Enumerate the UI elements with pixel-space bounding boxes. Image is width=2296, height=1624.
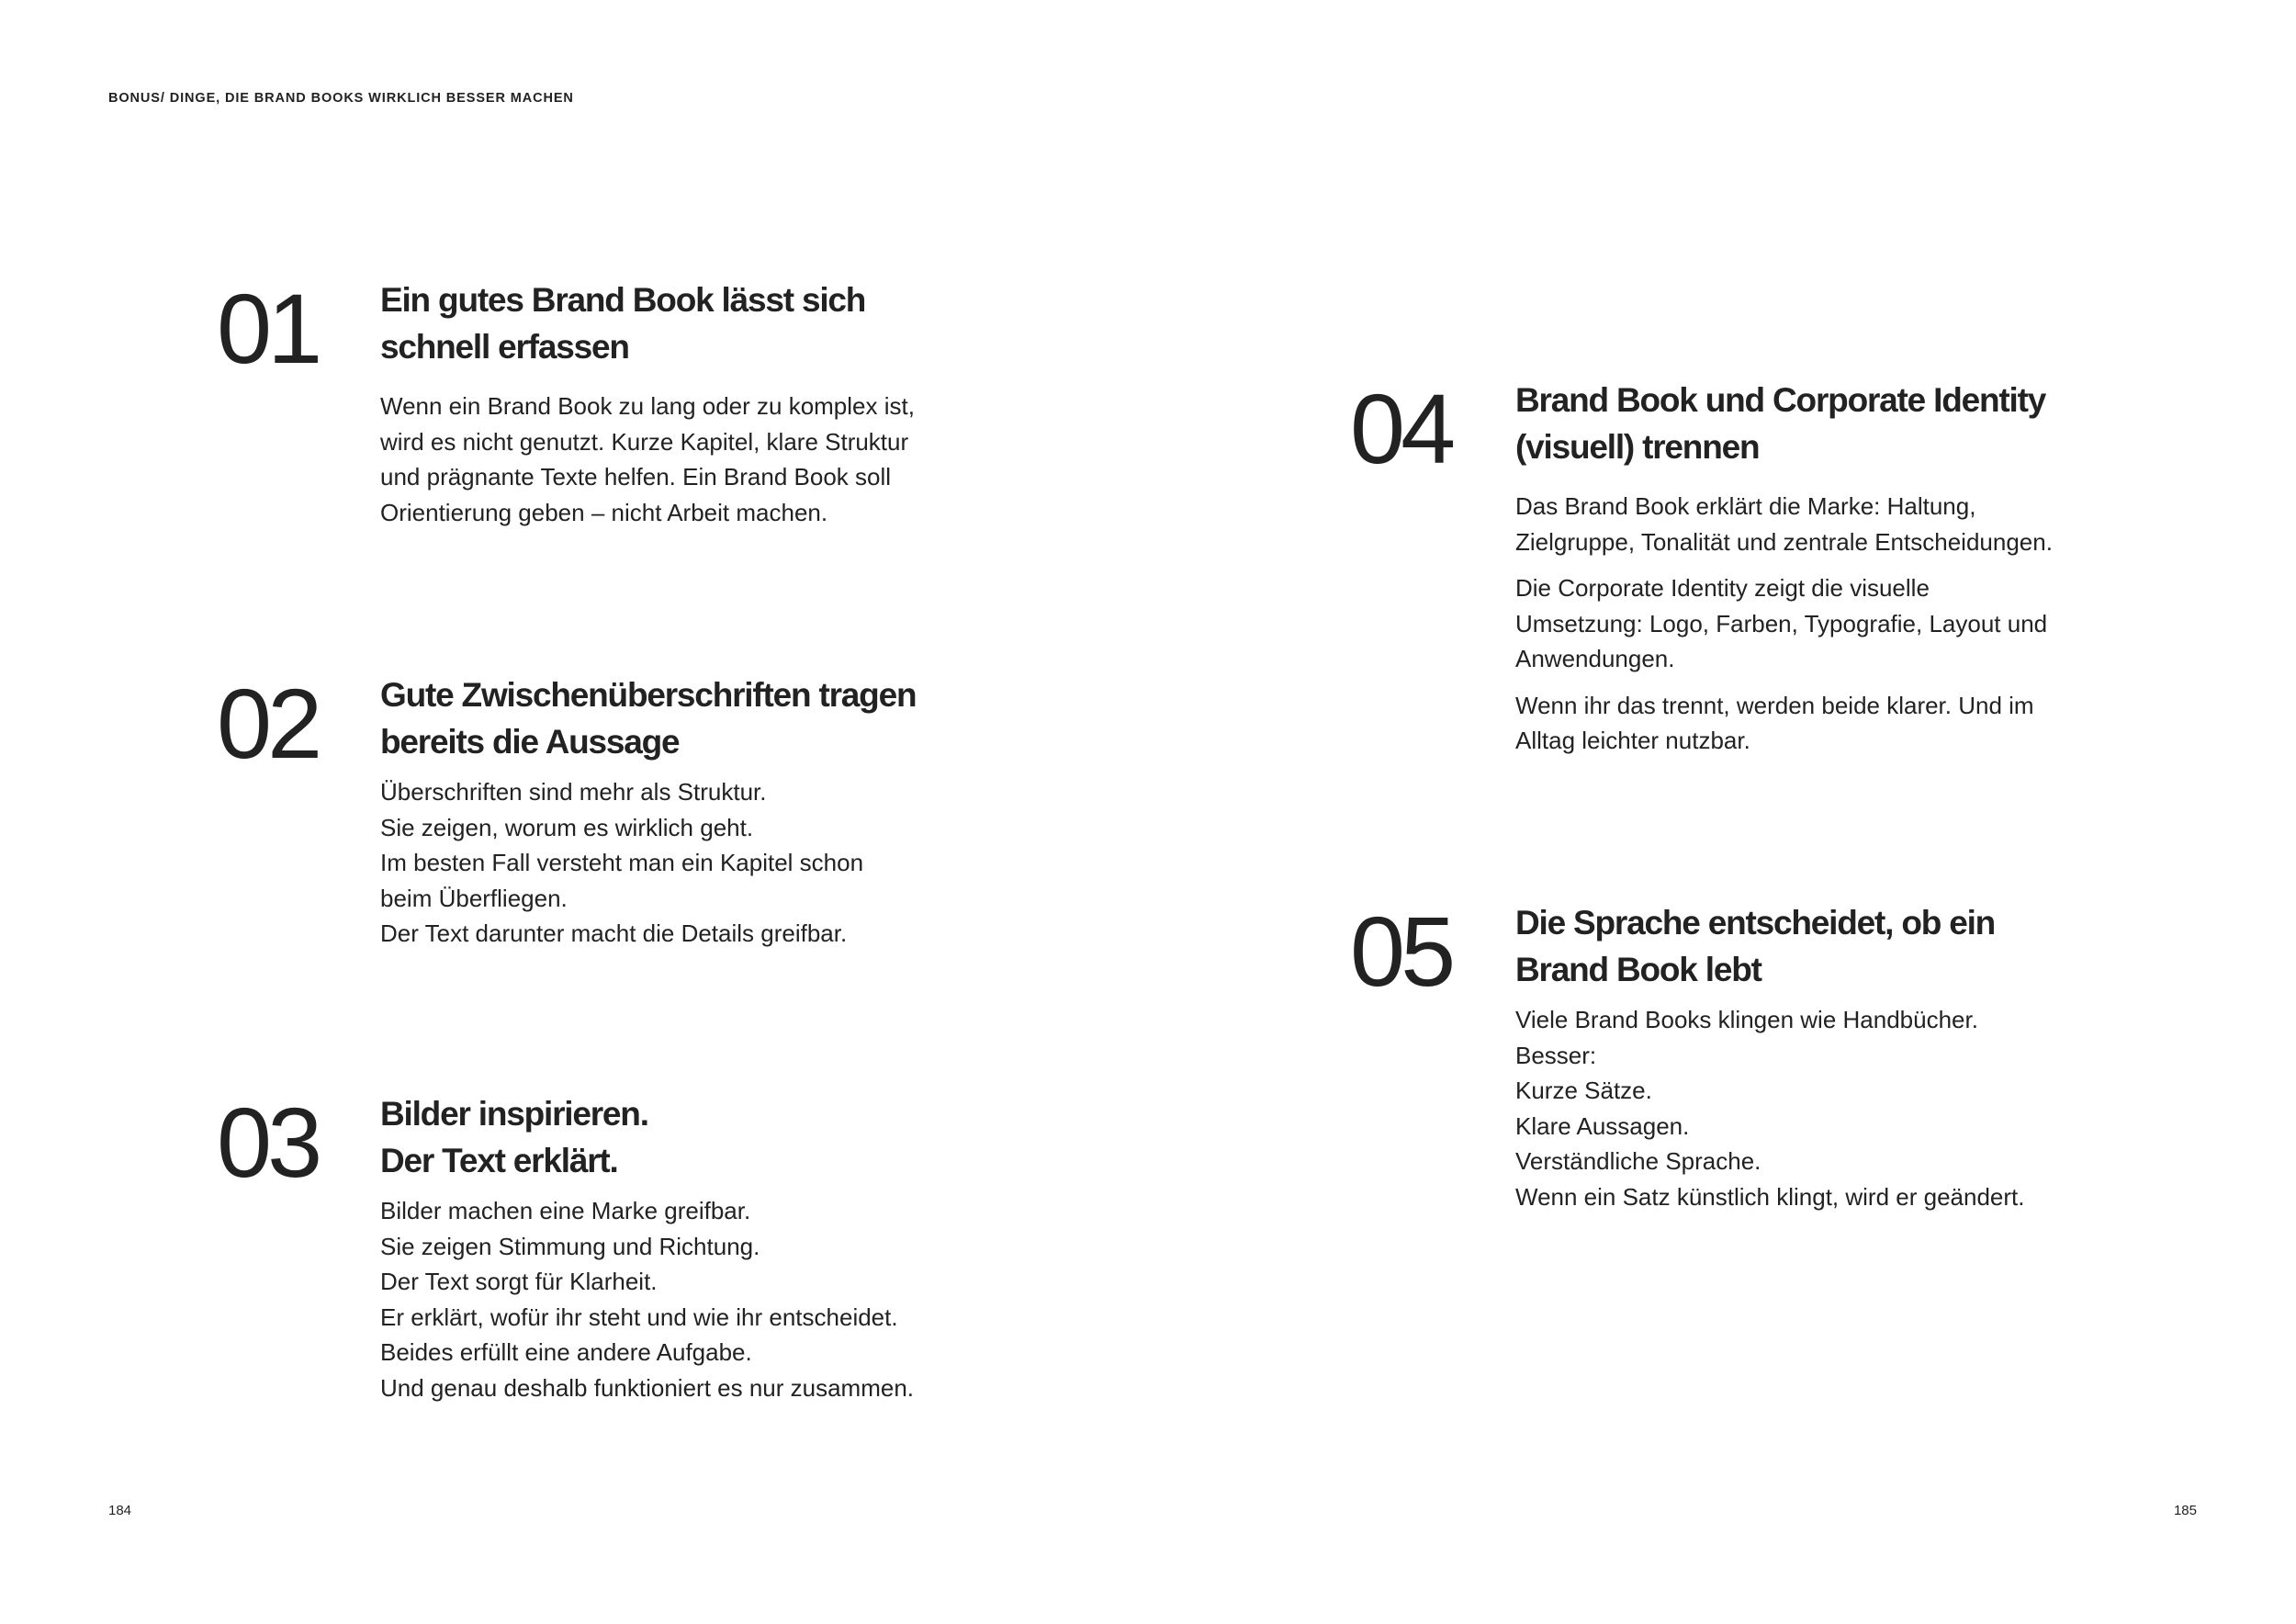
section-content — [380, 671, 968, 963]
section-content — [1515, 899, 2103, 1225]
section-paragraph — [1515, 1002, 2103, 1214]
text-line: Kurze Sätze. — [1515, 1077, 1652, 1104]
section-number: 01 — [217, 273, 319, 384]
section-number: 04 — [1350, 373, 1452, 484]
title-line: Gute Zwischenüberschriften tragen — [380, 676, 917, 714]
section-number: 03 — [217, 1087, 319, 1198]
text-line: wird es nicht genutzt. Kurze Kapitel, klare Struktur — [380, 427, 909, 456]
section-number: 02 — [217, 668, 319, 779]
text-line: Besser: — [1515, 1041, 1597, 1069]
section-05 — [1350, 896, 2025, 1269]
text-line: Viele Brand Books klingen wie Handbücher. — [1515, 1006, 1978, 1033]
text-line: Bilder machen eine Marke greifbar. — [380, 1197, 751, 1224]
text-line: Die Corporate Identity zeigt die visuelle — [1515, 574, 1930, 602]
text-line: Er erklärt, wofür ihr steht und wie ihr entscheidet. — [380, 1303, 898, 1331]
text-line: Überschriften sind mehr als Struktur. — [380, 778, 767, 806]
running-head: BONUS/ DINGE, DIE BRAND BOOKS WIRKLICH BESSER MACHEN — [108, 91, 574, 106]
section-paragraph — [380, 1193, 968, 1405]
text-line: Orientierung geben – nicht Arbeit machen. — [380, 498, 828, 526]
title-line: (visuell) trennen — [1515, 428, 1760, 466]
text-line: Anwendungen. — [1515, 645, 1675, 672]
section-paragraph — [380, 774, 968, 952]
text-line: Sie zeigen Stimmung und Richtung. — [380, 1232, 760, 1260]
section-03 — [217, 1087, 915, 1460]
section-content — [1515, 377, 2103, 770]
section-04 — [1350, 373, 2053, 754]
text-line: Alltag leichter nutzbar. — [1515, 727, 1750, 754]
text-line: Das Brand Book erklärt die Marke: Haltung, — [1515, 492, 1976, 520]
section-paragraph — [1515, 570, 2103, 677]
text-line: Der Text darunter macht die Details greifbar. — [380, 919, 848, 947]
section-content — [380, 276, 968, 541]
title-line: Ein gutes Brand Book lässt sich — [380, 281, 866, 319]
section-title — [380, 1090, 968, 1184]
text-line: Sie zeigen, worum es wirklich geht. — [380, 813, 754, 841]
text-line: beim Überfliegen. — [380, 884, 568, 912]
text-line: Klare Aussagen. — [1515, 1111, 1690, 1140]
section-paragraph — [1515, 489, 2103, 559]
text-line: Verständliche Sprache. — [1515, 1147, 1761, 1175]
section-paragraph — [380, 389, 968, 530]
page-number-left: 184 — [108, 1503, 132, 1518]
text-line: Wenn ihr das trennt, werden beide klarer. Und im — [1515, 691, 2034, 719]
section-content — [380, 1090, 968, 1416]
title-line: Der Text erklärt. — [380, 1142, 618, 1179]
section-title — [380, 276, 968, 370]
text-line: Zielgruppe, Tonalität und zentrale Entscheidungen. — [1515, 527, 2053, 556]
title-line: Bilder inspirieren. — [380, 1095, 648, 1133]
text-line: Und genau deshalb funktioniert es nur zusammen. — [380, 1373, 915, 1402]
section-number: 05 — [1350, 896, 1452, 1007]
text-line: Wenn ein Brand Book zu lang oder zu komplex ist, — [380, 392, 915, 420]
page-number-right: 185 — [2173, 1503, 2197, 1518]
title-line: Brand Book lebt — [1515, 951, 1761, 988]
text-line: Beides erfüllt eine andere Aufgabe. — [380, 1338, 752, 1366]
text-line: Wenn ein Satz künstlich klingt, wird er geändert. — [1515, 1182, 2025, 1211]
section-paragraph — [1515, 688, 2103, 759]
title-line: bereits die Aussage — [380, 723, 680, 761]
title-line: Brand Book und Corporate Identity — [1515, 381, 2046, 419]
section-title — [1515, 899, 2103, 993]
section-02 — [217, 668, 917, 1042]
section-01 — [217, 273, 915, 647]
text-line: Im besten Fall versteht man ein Kapitel schon — [380, 849, 864, 876]
text-line: Der Text sorgt für Klarheit. — [380, 1268, 658, 1295]
text-line: Umsetzung: Logo, Farben, Typografie, Layout und — [1515, 609, 2048, 637]
text-line: und prägnante Texte helfen. Ein Brand Book soll — [380, 463, 892, 491]
title-line: schnell erfassen — [380, 328, 629, 366]
title-line: Die Sprache entscheidet, ob ein — [1515, 904, 1996, 942]
section-title — [1515, 377, 2103, 470]
section-title — [380, 671, 968, 765]
